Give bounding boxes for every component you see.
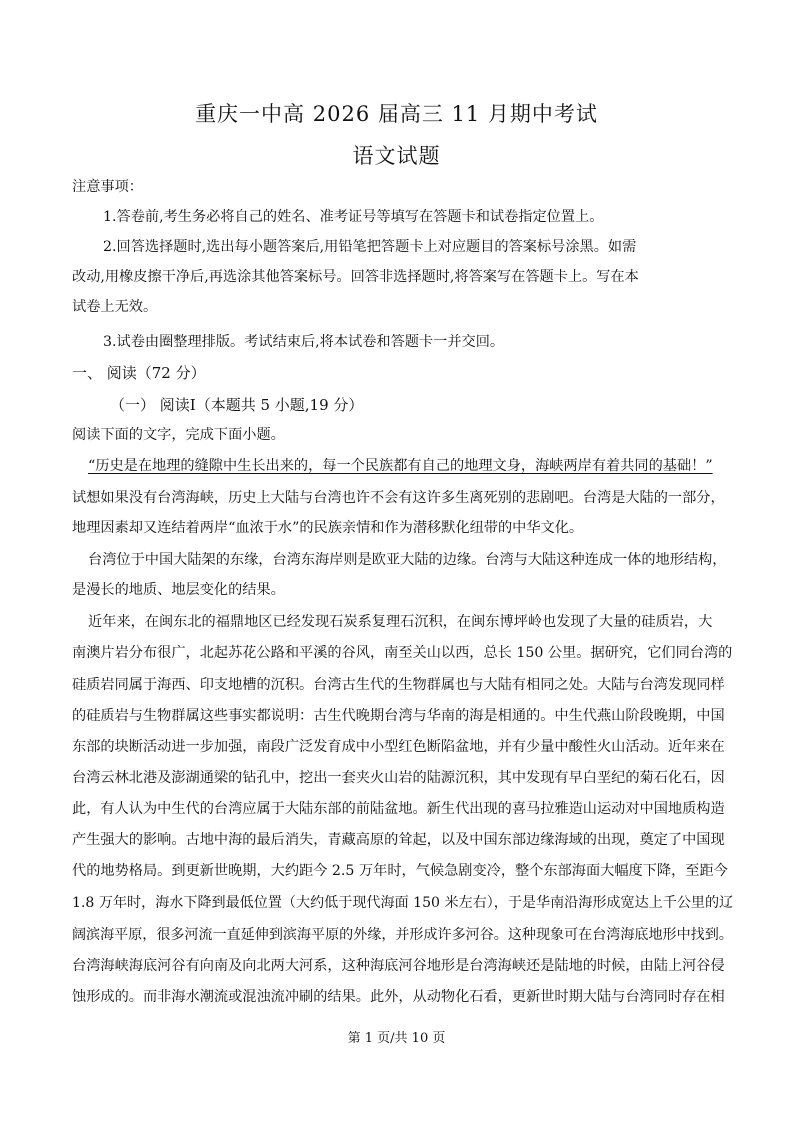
passage-line: 台湾海峡海底河谷有向南及向北两大河系，这种海底河谷地形是台湾海峡还是陆地的时候，由陆上河谷侵 bbox=[72, 958, 725, 974]
notice-line: 3.试卷由圈整理排版。考试结束后,将本试卷和答题卡一并交回。 bbox=[103, 334, 505, 350]
exam-title: 重庆一中高 2026 届高三 11 月期中考试 bbox=[195, 102, 598, 126]
passage-line: 台湾云林北港及澎湖通梁的钻孔中，挖出一套夹火山岩的陆源沉积，其中发现有早白垩纪的菊石化石，因 bbox=[72, 770, 725, 786]
notice-heading: 注意事项： bbox=[72, 179, 143, 195]
section-title: 一、 阅读（72 分） bbox=[72, 364, 206, 382]
passage-line: 此，有人认为中生代的台湾应属于大陆东部的前陆盆地。新生代出现的喜马拉雅造山运动对中国地质构造 bbox=[72, 801, 725, 817]
passage-line: 1.8 万年时，海水下降到最低位置（大约低于现代海面 150 米左右），于是华南沿海形成宽达上千公里的辽 bbox=[72, 895, 734, 911]
page-number: 第 1 页/共 10 页 bbox=[347, 1031, 446, 1046]
instruction: 阅读下面的文字，完成下面小题。 bbox=[72, 427, 285, 443]
notice-line: 试卷上无效。 bbox=[72, 299, 158, 315]
passage-line: 蚀形成的。而非海水潮流或混浊流冲刷的结果。此外，从动物化石看，更新世时期大陆与台湾同时存在相 bbox=[72, 989, 725, 1005]
passage-line: 台湾位于中国大陆架的东缘，台湾东海岸则是欧亚大陆的边缘。台湾与大陆这种连成一体的地形结构， bbox=[88, 552, 727, 568]
notice-line: 2.回答选择题时,选出每小题答案后,用铅笔把答题卡上对应题目的答案标号涂黑。如需 bbox=[103, 239, 637, 255]
passage-line: 硅质岩同属于海西、印支地槽的沉积。台湾古生代的生物群属也与大陆有相同之处。大陆与台湾发现同样 bbox=[72, 677, 725, 693]
passage-line: 阔滨海平原，很多河流一直延伸到滨海平原的外缘，并形成许多河谷。这种现象可在台湾海底地形中找到。 bbox=[72, 927, 733, 943]
passage-line: 南澳片岩分布很广，北起苏花公路和平溪的谷风，南至关山以西，总长 150 公里。据研究，它们同台湾的 bbox=[72, 645, 733, 661]
notice-line: 改动,用橡皮擦干净后,再选涂其他答案标号。回答非选择题时,将答案写在答题卡上。写在本 bbox=[72, 269, 639, 285]
notice-line: 1.答卷前,考生务必将自己的姓名、准考证号等填写在答题卡和试卷指定位置上。 bbox=[103, 209, 604, 225]
passage-line: 东部的块断活动进一步加强，南段广泛发育成中小型红色断陷盆地，并有少量中酸性火山活动。近年来在 bbox=[72, 739, 725, 755]
section-subtitle: （一） 阅读Ⅰ（本题共 5 小题,19 分） bbox=[110, 396, 364, 414]
passage-line: 的硅质岩与生物群属这些事实都说明：古生代晚期台湾与华南的海是相通的。中生代燕山阶段晚期，中国 bbox=[72, 708, 725, 724]
passage-line: 试想如果没有台湾海峡，历史上大陆与台湾也许不会有这许多生离死别的悲剧吧。台湾是大陆的一部分， bbox=[72, 490, 725, 506]
passage-line: 近年来，在闽东北的福鼎地区已经发现石炭系复理石沉积，在闽东博坪岭也发现了大量的硅质岩，大 bbox=[88, 614, 713, 630]
passage-line: 地理因素却又连结着两岸“血浓于水”的民族亲情和作为潜移默化纽带的中华文化。 bbox=[72, 520, 584, 536]
passage-line: 是漫长的地质、地层变化的结果。 bbox=[72, 582, 285, 598]
passage-line: 代的地势格局。到更新世晚期，大约距今 2.5 万年时，气候急剧变冷，整个东部海面大幅度下降，至距今 bbox=[72, 863, 728, 879]
exam-subtitle: 语文试题 bbox=[352, 144, 441, 168]
passage-quote: “历史是在地理的缝隙中生长出来的，每一个民族都有自己的地理文身，海峡两岸有着共同的基础！” bbox=[88, 458, 713, 474]
passage-line: 产生强大的影响。古地中海的最后消失，青藏高原的耸起，以及中国东部边缘海域的出现，奠定了中国现 bbox=[72, 832, 725, 848]
